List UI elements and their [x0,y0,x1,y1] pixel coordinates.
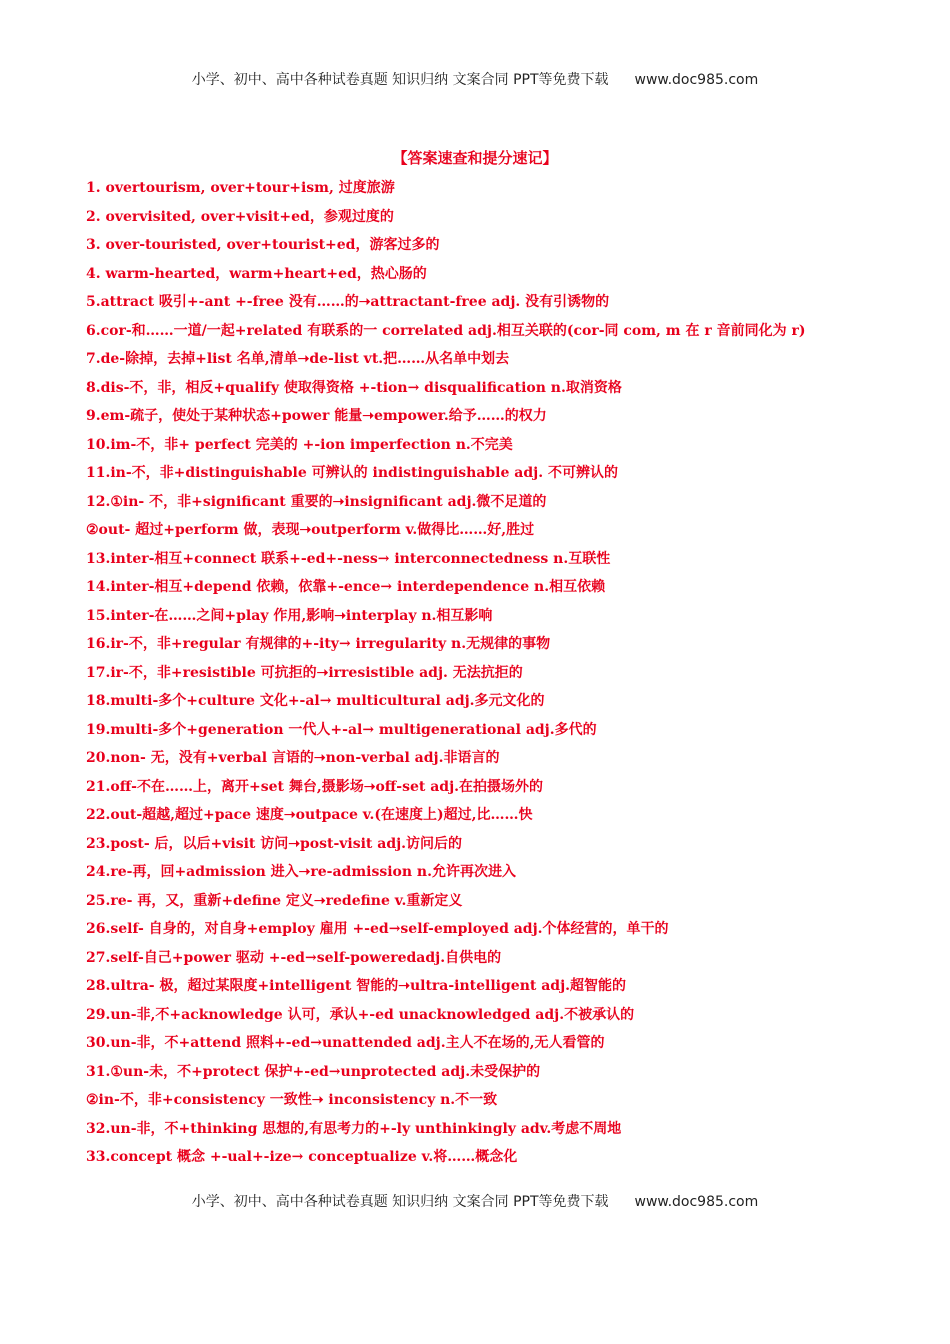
list-item: 10.im-不，非+ perfect 完美的 +-ion imperfection n.不完美 [86,436,513,453]
list-item: 8.dis-不，非，相反+qualify 使取得资格 +-tion→ disqualification n.取消资格 [86,379,622,396]
list-item: 6.cor-和……一道/一起+related 有联系的一 correlated adj.相互关联的(cor-同 com, m 在 r 音前同化为 r) [86,322,806,339]
list-item: 23.post- 后，以后+visit 访问➝post-visit adj.访问后的 [86,835,463,852]
page-footer [0,1191,950,1211]
list-item: 20.non- 无，没有+verbal 言语的➝non-verbal adj.非语言的 [86,750,500,766]
list-item: 33.concept 概念 +-ual+-ize→ conceptualize v.将……概念化 [86,1149,518,1165]
list-item: 17.ir-不，非+resistible 可抗拒的➝irresistible adj. 无法抗拒的 [86,664,523,681]
list-item: 7.de-除掉，去掉+list 名单,清单➝de-list vt.把……从名单中划去 [86,351,510,367]
page-header [0,69,950,89]
list-item: 11.in-不，非+distinguishable 可辨认的 indistinguishable adj. 不可辨认的 [86,465,618,481]
list-item: ②in-不，非+consistency 一致性➝ inconsistency n.不一致 [86,1092,498,1108]
list-item: 13.inter-相互+connect 联系+-ed+-ness→ interconnectedness n.互联性 [86,550,611,567]
list-item: 14.inter-相互+depend 依赖，依靠+-ence→ interdependence n.相互依赖 [86,579,606,595]
list-item: 24.re-再，回+admission 进入➝re-admission n.允许再次进入 [86,864,516,880]
list-item: 12.①in- 不，非+significant 重要的➝insignificant adj.微不足道的 [86,493,547,510]
list-item: 2. overvisited, over+visit+ed，参观过度的 [86,208,394,225]
list-item: 5.attract 吸引+-ant +-free 没有……的➝attractant-free adj. 没有引诱物的 [86,294,610,310]
list-item: 1. overtourism, over+tour+ism, 过度旅游 [86,180,395,196]
list-item: 27.self-自己+power 驱动 +-ed→self-poweredadj.自供电的 [86,949,502,966]
footer-text: 小学、初中、高中各种试卷真题 知识归纳 文案合同 PPT等免费下载 [191,1194,609,1210]
list-item: 19.multi-多个+generation 一代人+-al→ multigenerational adj.多代的 [86,721,597,738]
page-title: 【答案速查和提分速记】 [392,149,558,167]
list-item: 21.off-不在……上，离开+set 舞台,摄影场➝off-set adj.在拍摄场外的 [86,778,544,795]
list-item: 15.inter-在……之间+play 作用,影响➝interplay n.相互影响 [86,607,493,624]
header-url[interactable]: www.doc985.com [634,72,759,88]
list-item: 9.em-疏子，使处于某种状态+power 能量➝empower.给予……的权力 [86,408,547,424]
list-item: ②out- 超过+perform 做，表现➝outperform v.做得比……好,胜过 [86,522,535,538]
list-item: 26.self- 自身的，对自身+employ 雇用 +-ed→self-employed adj.个体经营的，单干的 [86,921,669,937]
list-item: 25.re- 再，又，重新+define 定义➝redefine v.重新定义 [86,892,463,909]
list-item: 32.un-非，不+thinking 思想的,有思考力的+-ly unthinkingly adv.考虑不周地 [86,1120,622,1137]
list-item: 18.multi-多个+culture 文化+-al→ multicultural adj.多元文化的 [86,693,545,709]
list-item: 31.①un-未，不+protect 保护+-ed→unprotected adj.未受保护的 [86,1063,541,1080]
list-item: 4. warm-hearted，warm+heart+ed，热心肠的 [86,265,427,282]
list-item: 16.ir-不，非+regular 有规律的+-ity→ irregularity n.无规律的事物 [86,636,551,652]
list-item: 29.un-非,不+acknowledge 认可，承认+-ed unacknowledged adj.不被承认的 [86,1006,635,1023]
list-item: 30.un-非，不+attend 照料+-ed→unattended adj.主人不在场的,无人看管的 [86,1035,605,1051]
footer-url[interactable]: www.doc985.com [634,1194,759,1210]
list-item: 3. over-touristed, over+tourist+ed，游客过多的 [86,237,440,253]
header-text: 小学、初中、高中各种试卷真题 知识归纳 文案合同 PPT等免费下载 [191,72,609,88]
answer-list [86,174,926,1172]
list-item: 22.out-超越,超过+pace 速度➝outpace v.(在速度上)超过,比……快 [86,807,533,823]
list-item: 28.ultra- 极，超过某限度+intelligent 智能的➝ultra-intelligent adj.超智能的 [86,978,627,994]
